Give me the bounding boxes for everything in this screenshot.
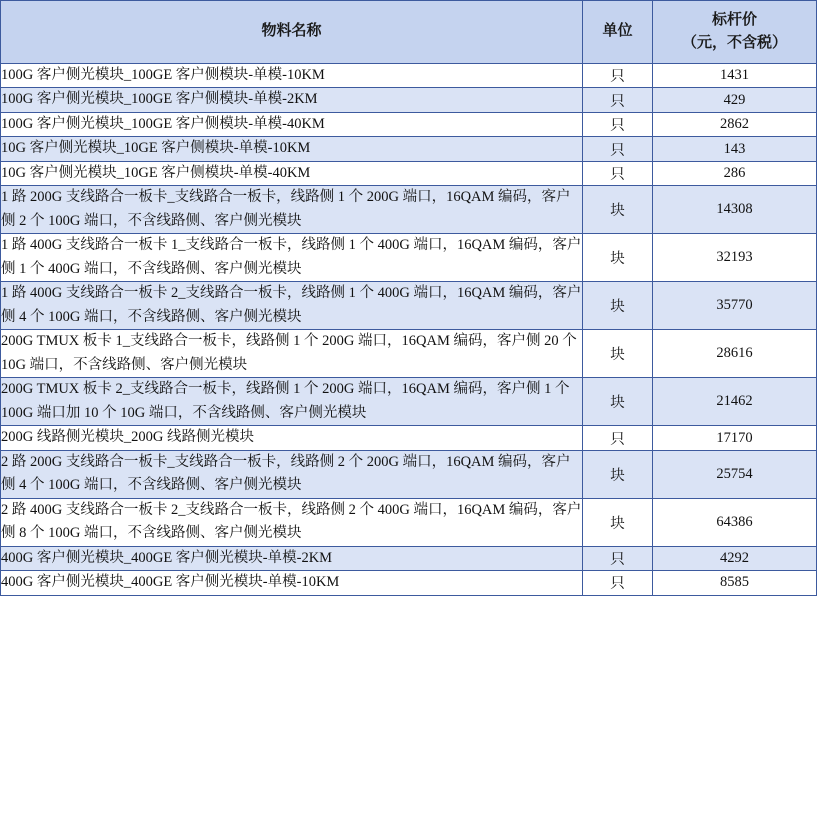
table-header: [1, 1, 817, 64]
cell-material-name: 2 路 200G 支线路合一板卡_支线路合一板卡，线路侧 2 个 200G 端口，16QAM 编码，客户侧 4 个 100G 端口，不含线路侧、客户侧光模块: [1, 450, 583, 498]
column-header-price: [653, 1, 817, 64]
table-body: [1, 64, 817, 596]
column-header-price-line1: 标杆价: [711, 11, 757, 28]
cell-price: 429: [653, 88, 817, 112]
table-row: [1, 546, 817, 570]
cell-unit: 只: [583, 112, 653, 136]
cell-material-name: 400G 客户侧光模块_400GE 客户侧光模块-单模-10KM: [1, 571, 583, 595]
cell-price: 32193: [653, 234, 817, 282]
table-row: [1, 112, 817, 136]
cell-unit: 只: [583, 137, 653, 161]
cell-price: 8585: [653, 571, 817, 595]
cell-unit: 块: [583, 234, 653, 282]
cell-material-name: 100G 客户侧光模块_100GE 客户侧模块-单模-40KM: [1, 112, 583, 136]
cell-price: 1431: [653, 64, 817, 88]
table-row: [1, 234, 817, 282]
cell-material-name: 1 路 400G 支线路合一板卡 2_支线路合一板卡，线路侧 1 个 400G 端口，16QAM 编码，客户侧 4 个 100G 端口，不含线路侧、客户侧光模块: [1, 282, 583, 330]
cell-unit: 块: [583, 450, 653, 498]
table-row: [1, 88, 817, 112]
cell-material-name: 10G 客户侧光模块_10GE 客户侧模块-单模-10KM: [1, 137, 583, 161]
cell-unit: 只: [583, 426, 653, 450]
table-row: [1, 498, 817, 546]
cell-price: 4292: [653, 546, 817, 570]
cell-material-name: 200G 线路侧光模块_200G 线路侧光模块: [1, 426, 583, 450]
cell-unit: 只: [583, 88, 653, 112]
cell-material-name: 200G TMUX 板卡 2_支线路合一板卡，线路侧 1 个 200G 端口，16QAM 编码，客户侧 1 个 100G 端口加 10 个 10G 端口，不含线路侧、客户侧光模块: [1, 378, 583, 426]
table-row: [1, 426, 817, 450]
cell-material-name: 10G 客户侧光模块_10GE 客户侧模块-单模-40KM: [1, 161, 583, 185]
cell-price: 286: [653, 161, 817, 185]
cell-material-name: 100G 客户侧光模块_100GE 客户侧模块-单模-2KM: [1, 88, 583, 112]
column-header-unit: 单位: [583, 1, 653, 64]
cell-price: 64386: [653, 498, 817, 546]
table-row: [1, 450, 817, 498]
table-row: [1, 571, 817, 595]
cell-material-name: 2 路 400G 支线路合一板卡 2_支线路合一板卡，线路侧 2 个 400G 端口，16QAM 编码，客户侧 8 个 100G 端口，不含线路侧、客户侧光模块: [1, 498, 583, 546]
cell-price: 35770: [653, 282, 817, 330]
cell-material-name: 100G 客户侧光模块_100GE 客户侧模块-单模-10KM: [1, 64, 583, 88]
cell-material-name: 1 路 400G 支线路合一板卡 1_支线路合一板卡，线路侧 1 个 400G 端口，16QAM 编码，客户侧 1 个 400G 端口，不含线路侧、客户侧光模块: [1, 234, 583, 282]
cell-unit: 块: [583, 330, 653, 378]
cell-price: 143: [653, 137, 817, 161]
cell-unit: 只: [583, 571, 653, 595]
table-row: [1, 137, 817, 161]
cell-unit: 只: [583, 161, 653, 185]
cell-price: 2862: [653, 112, 817, 136]
cell-price: 14308: [653, 186, 817, 234]
cell-price: 25754: [653, 450, 817, 498]
column-header-price-line2: （元，不含税）: [681, 35, 787, 51]
cell-unit: 块: [583, 186, 653, 234]
table-row: [1, 186, 817, 234]
cell-material-name: 1 路 200G 支线路合一板卡_支线路合一板卡，线路侧 1 个 200G 端口，16QAM 编码，客户侧 2 个 100G 端口，不含线路侧、客户侧光模块: [1, 186, 583, 234]
table-row: [1, 64, 817, 88]
cell-unit: 块: [583, 498, 653, 546]
cell-material-name: 200G TMUX 板卡 1_支线路合一板卡，线路侧 1 个 200G 端口，16QAM 编码，客户侧 20 个 10G 端口，不含线路侧、客户侧光模块: [1, 330, 583, 378]
cell-price: 28616: [653, 330, 817, 378]
cell-unit: 块: [583, 378, 653, 426]
cell-unit: 块: [583, 282, 653, 330]
table-row: [1, 330, 817, 378]
cell-price: 21462: [653, 378, 817, 426]
cell-unit: 只: [583, 546, 653, 570]
cell-unit: 只: [583, 64, 653, 88]
table-row: [1, 282, 817, 330]
table-row: [1, 161, 817, 185]
header-row: [1, 1, 817, 64]
table-row: [1, 378, 817, 426]
cell-price: 17170: [653, 426, 817, 450]
cell-material-name: 400G 客户侧光模块_400GE 客户侧光模块-单模-2KM: [1, 546, 583, 570]
column-header-name: 物料名称: [1, 1, 583, 64]
